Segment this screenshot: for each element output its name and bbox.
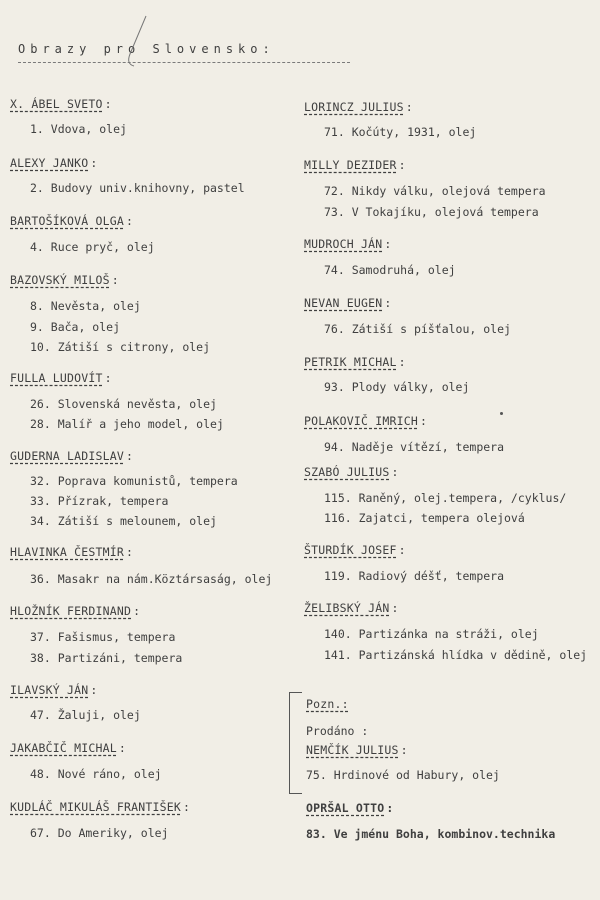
right-artwork-item: 93. Plody války, olej xyxy=(324,380,470,394)
heading-colon: : xyxy=(133,604,141,618)
left-artwork-item: 26. Slovenská nevěsta, olej xyxy=(30,397,217,411)
heading-colon: : xyxy=(398,158,406,172)
left-artwork-item: 34. Zátiší s melounem, olej xyxy=(30,514,217,528)
right-artwork-item: 73. V Tokajíku, olejová tempera xyxy=(324,205,539,219)
heading-colon: : xyxy=(118,741,126,755)
left-artwork-item: 10. Zátiší s citrony, olej xyxy=(30,340,211,354)
heading-colon: : xyxy=(90,156,98,170)
artist-name: BARTOŠÍKOVÁ OLGA xyxy=(10,214,124,228)
left-artist-heading xyxy=(10,449,133,463)
note-bracket xyxy=(289,692,302,794)
right-artist-heading xyxy=(304,601,399,615)
heading-colon: : xyxy=(398,543,406,557)
artist-name: GUDERNA LADISLAV xyxy=(10,449,124,463)
left-artist-heading xyxy=(10,545,133,559)
heading-colon: : xyxy=(405,100,413,114)
artist-name: BAZOVSKÝ MILOŠ xyxy=(10,273,110,287)
left-artwork-item: 67. Do Ameriky, olej xyxy=(30,826,169,840)
artist-name: X. ÁBEL SVETO xyxy=(10,97,103,111)
left-artist-heading xyxy=(10,683,98,697)
left-artist-heading xyxy=(10,371,112,385)
heading-colon: : xyxy=(111,273,119,287)
document-title: Obrazy pro Slovensko: xyxy=(18,42,275,56)
heading-colon: : xyxy=(125,545,134,559)
artist-name: POLAKOVIČ IMRICH xyxy=(304,414,418,428)
artist-name: MILLY DEZIDER xyxy=(304,158,397,172)
artist-name: ŽELIBSKÝ JÁN xyxy=(304,601,390,615)
artist-name: HLAVINKA ČESTMÍR xyxy=(10,545,124,559)
left-artist-heading xyxy=(10,741,126,755)
right-artwork-item: 115. Raněný, olej.tempera, /cyklus/ xyxy=(324,491,567,505)
left-artwork-item: 2. Budovy univ.knihovny, pastel xyxy=(30,181,245,195)
left-artwork-item: 1. Vdova, olej xyxy=(30,122,127,136)
right-artwork-item: 140. Partizánka na stráži, olej xyxy=(324,627,539,641)
left-artist-heading xyxy=(10,214,133,228)
artist-name: SZABÓ JULIUS xyxy=(304,465,390,479)
stray-mark xyxy=(500,412,503,415)
artist-name: NEVAN EUGEN xyxy=(304,296,383,310)
left-artist-heading xyxy=(10,273,119,287)
title-underline xyxy=(18,62,350,63)
heading-colon: : xyxy=(182,800,191,814)
right-artwork-item: 94. Naděje vítězí, tempera xyxy=(324,440,505,454)
heading-colon: : xyxy=(384,296,392,310)
right-artwork-item: 72. Nikdy válku, olejová tempera xyxy=(324,184,546,198)
right-artwork-item: 74. Samodruhá, olej xyxy=(324,263,456,277)
left-artwork-item: 36. Masakr na nám.Köztársaság, olej xyxy=(30,572,273,586)
left-artwork-item: 28. Malíř a jeho model, olej xyxy=(30,417,224,431)
heading-colon: : xyxy=(125,449,134,463)
note-label: Pozn.: xyxy=(306,697,349,711)
right-artist-heading xyxy=(304,100,413,114)
final-artist-heading: OPRŠAL OTTO : xyxy=(306,801,394,815)
heading-colon: : xyxy=(90,683,98,697)
right-artist-heading xyxy=(304,355,406,369)
artist-name: ALEXY JANKO xyxy=(10,156,89,170)
sold-label: Prodáno : xyxy=(306,724,369,738)
left-artist-heading xyxy=(10,604,140,618)
right-artist-heading xyxy=(304,158,406,172)
artist-name: PETRIK MICHAL xyxy=(304,355,397,369)
heading-colon: : xyxy=(398,355,406,369)
heading-colon: : xyxy=(419,414,428,428)
right-artist-heading xyxy=(304,237,392,251)
heading-colon: : xyxy=(125,214,134,228)
right-artist-heading xyxy=(304,296,392,310)
left-artwork-item: 37. Fašismus, tempera xyxy=(30,630,176,644)
right-artwork-item: 71. Kočúty, 1931, olej xyxy=(324,125,477,139)
artist-name: FULLA LUDOVÍT xyxy=(10,371,103,385)
artist-name: LORINCZ JULIUS xyxy=(304,100,404,114)
heading-colon: : xyxy=(391,601,399,615)
artist-name: ŠTURDÍK JOSEF xyxy=(304,543,397,557)
left-artwork-item: 4. Ruce pryč, olej xyxy=(30,240,155,254)
right-artist-heading xyxy=(304,465,399,479)
artist-name: MUDROCH JÁN xyxy=(304,237,383,251)
right-artwork-item: 141. Partizánská hlídka v dědině, olej xyxy=(324,648,588,662)
left-artwork-item: 33. Přízrak, tempera xyxy=(30,494,169,508)
heading-colon: : xyxy=(104,371,112,385)
left-artist-heading xyxy=(10,800,190,814)
heading-colon: : xyxy=(384,237,392,251)
artist-name: JAKABČIČ MICHAL xyxy=(10,741,117,755)
artist-name: HLOŽNÍK FERDINAND xyxy=(10,604,132,618)
artist-name: KUDLÁČ MIKULÁŠ FRANTIŠEK xyxy=(10,800,181,814)
right-artist-heading xyxy=(304,543,406,557)
right-artwork-item: 76. Zátiší s píšťalou, olej xyxy=(324,322,511,336)
sold-artist-heading: NEMČÍK JULIUS : xyxy=(306,743,408,757)
artist-name: ILAVSKÝ JÁN xyxy=(10,683,89,697)
right-artwork-item: 119. Radiový déšť, tempera xyxy=(324,569,505,583)
left-artwork-item: 32. Poprava komunistů, tempera xyxy=(30,474,238,488)
left-artwork-item: 38. Partizáni, tempera xyxy=(30,651,183,665)
pencil-mark xyxy=(116,14,156,74)
left-artwork-item: 9. Bača, olej xyxy=(30,320,121,334)
left-artwork-item: 47. Žaluji, olej xyxy=(30,708,141,722)
heading-colon: : xyxy=(391,465,399,479)
sold-artwork: 75. Hrdinové od Habury, olej xyxy=(306,768,500,782)
left-artist-heading xyxy=(10,156,98,170)
right-artwork-item: 116. Zajatci, tempera olejová xyxy=(324,511,525,525)
right-artist-heading xyxy=(304,414,427,428)
left-artwork-item: 48. Nové ráno, olej xyxy=(30,767,162,781)
left-artwork-item: 8. Nevěsta, olej xyxy=(30,299,141,313)
heading-colon: : xyxy=(104,97,112,111)
final-artwork: 83. Ve jménu Boha, kombinov.technika xyxy=(306,827,556,841)
left-artist-heading xyxy=(10,97,112,111)
